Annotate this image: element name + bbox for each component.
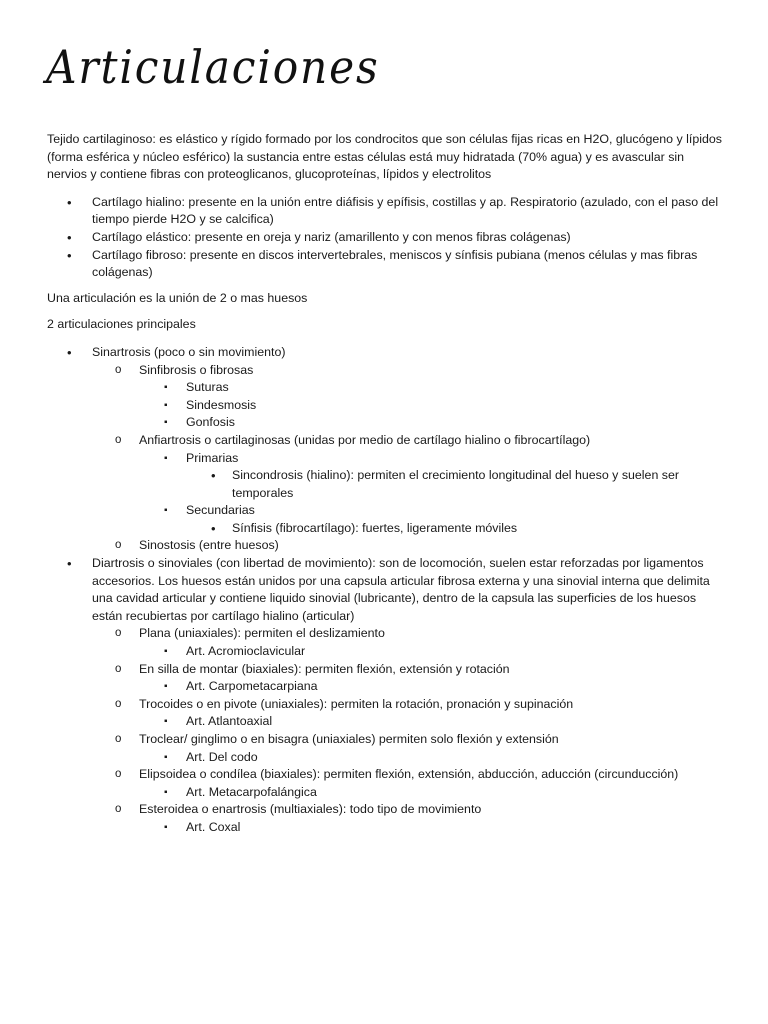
cartilage-types-list [47,194,727,282]
list-item-sinostosis: o Sinostosis (entre huesos) [92,537,727,555]
list-item-sinartrosis [47,344,727,555]
list-item: ▪ Gonfosis [139,414,727,432]
list-item: ▪ Sindesmosis [139,397,727,415]
list-item [92,766,727,801]
primarias-label: Primarias [186,450,239,465]
joint-classification-list [47,344,727,837]
example-sublist [139,749,727,767]
list-item: • Cartílago fibroso: presente en discos intervertebrales, meniscos y sínfisis pubiana (menos células y mas fibras colágenas) [47,247,727,282]
list-item: ▪ Art. Acromioclavicular [139,643,727,661]
primarias-sublist [186,467,727,502]
list-item-diartrosis [47,555,727,837]
diartrosis-sublist [92,625,727,836]
example-sublist [139,819,727,837]
principal-heading: 2 articulaciones principales [47,317,196,332]
joint-type-label: Plana (uniaxiales): permiten el deslizamiento [139,626,385,641]
intro-paragraph: Tejido cartilaginoso: es elástico y rígido formado por los condrocitos que son células fijas ricas en H2O, glucógeno y lípidos (forma esférica y núcleo esférico) la sustancia entre estas células está muy hidratada (70% agua) y es avascular sin nervios y contiene fibras con proteoglicanos, glucoproteínas, lípidos y electrolitos [47,132,722,182]
list-item: ▪ Art. Carpometacarpiana [139,678,727,696]
list-item [92,801,727,836]
secundarias-label: Secundarias [186,503,255,518]
example-sublist [139,643,727,661]
joint-type-label: Trocoides o en pivote (uniaxiales): permiten la rotación, pronación y supinación [139,696,574,711]
joint-type-label: Elipsoidea o condílea (biaxiales): permiten flexión, extensión, abducción, aducción (circunducción) [139,767,679,782]
list-item [92,696,727,731]
anfiartrosis-sublist [139,450,727,538]
list-item-sinfibrosis [92,362,727,432]
list-item: • Cartílago hialino: presente en la unión entre diáfisis y epífisis, costillas y ap. Respiratorio (azulado, con el paso del tiempo pierde H2O y se calcifica) [47,194,727,229]
list-item-primarias [139,450,727,503]
sinartrosis-sublist [92,362,727,556]
list-item: • Sínfisis (fibrocartílago): fuertes, ligeramente móviles [186,520,727,538]
anfiartrosis-label: Anfiartrosis o cartilaginosas (unidas por medio de cartílago hialino o fibrocartílago) [139,432,591,447]
example-sublist [139,713,727,731]
list-item [92,661,727,696]
list-item: ▪ Art. Coxal [139,819,727,837]
page-title: Articulaciones [46,40,380,94]
list-item: • Cartílago elástico: presente en oreja y nariz (amarillento y con menos fibras colágenas) [47,229,727,247]
secundarias-sublist [186,520,727,538]
joint-type-label: Troclear/ ginglimo o en bisagra (uniaxiales) permiten solo flexión y extensión [139,732,559,746]
definition-paragraph: Una articulación es la unión de 2 o mas huesos [47,290,308,305]
list-item-secundarias [139,502,727,537]
list-item-anfiartrosis [92,432,727,538]
list-item: ▪ Art. Metacarpofalángica [139,784,727,802]
example-sublist [139,784,727,802]
list-item [92,625,727,660]
sinfibrosis-sublist [139,379,727,432]
list-item: ▪ Suturas [139,379,727,397]
list-item: ▪ Art. Del codo [139,749,727,767]
document-body [47,131,727,837]
list-item: ▪ Art. Atlantoaxial [139,713,727,731]
joint-type-label: Esteroidea o enartrosis (multiaxiales): todo tipo de movimiento [139,802,482,817]
sinartrosis-label: Sinartrosis (poco o sin movimiento) [92,344,286,359]
diartrosis-label: Diartrosis o sinoviales (con libertad de movimiento): son de locomoción, suelen estar reforzadas por ligamentos accesorios. Los huesos están unidos por una capsula articular fibrosa externa y una sinovial interna que delimita una cavidad articular y contiene liquido sinovial (lubricante), dentro de la capsula las superficies de los huesos están recubiertas por cartílago hialino (articular) [92,556,710,623]
joint-type-label: En silla de montar (biaxiales): permiten flexión, extensión y rotación [139,661,510,676]
list-item [92,731,727,766]
example-sublist [139,678,727,696]
list-item: • Sincondrosis (hialino): permiten el crecimiento longitudinal del hueso y suelen ser temporales [186,467,727,502]
sinfibrosis-label: Sinfibrosis o fibrosas [139,362,254,377]
